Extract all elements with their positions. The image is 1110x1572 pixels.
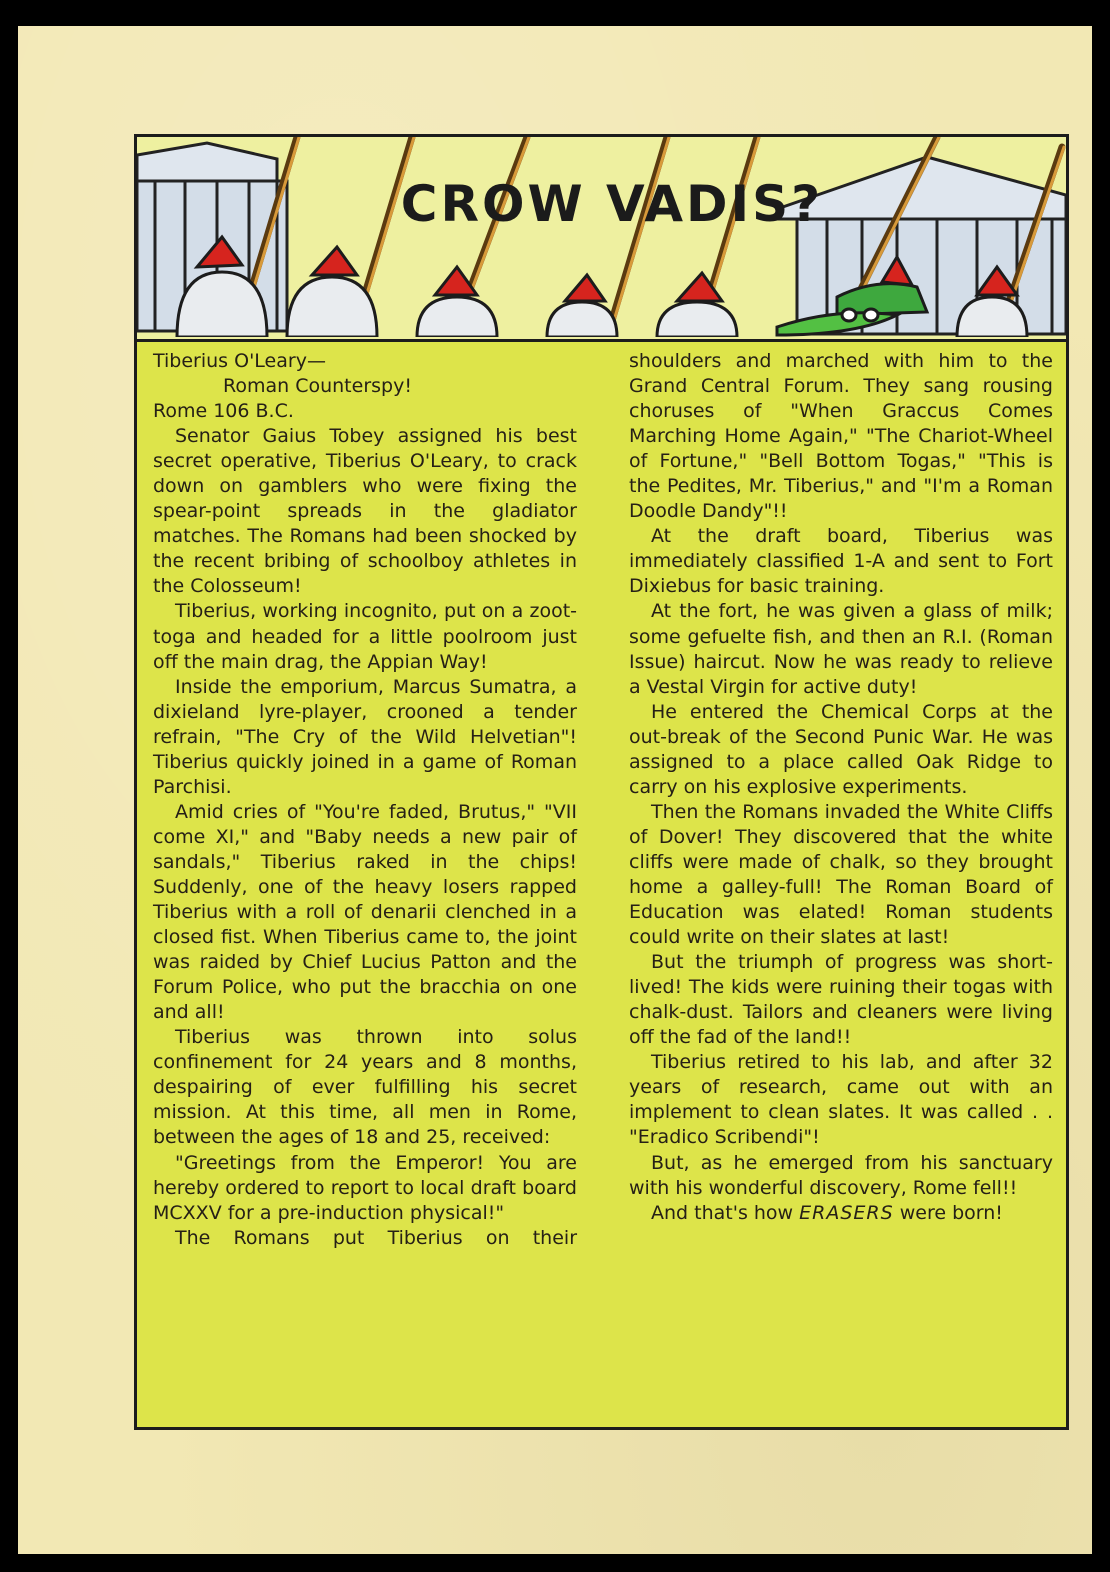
final-lead: And that's how [651,1201,794,1224]
right-column [629,349,1053,1419]
story-dateline: Rome 106 B.C. [153,400,294,423]
paragraph: "Greetings from the Emperor! You are hereby ordered to report to local draft board MCXXV for a pre-induction physical!" [153,1151,577,1224]
story-text [153,349,1053,1419]
paragraph: Tiberius, working incognito, put on a zoot-toga and headed for a little poolroom just off the main drag, the Appian Way! [153,600,577,673]
final-paragraph [629,1201,1053,1226]
paragraph: The Romans put Tiberius on their [175,1226,577,1249]
paragraph: At the draft board, Tiberius was immediately classified 1-A and sent to Fort Dixiebus for basic training. [629,525,1053,598]
paragraph: But, as he emerged from his sanctuary with his wonderful discovery, Rome fell!! [629,1151,1053,1199]
comic-page [18,26,1092,1554]
story-panel [134,134,1069,1430]
paragraph: Tiberius retired to his lab, and after 32 years of research, came out with an implement to clean slates. It was called . . "Eradico Scribendi"! [629,1051,1053,1149]
roman-soldiers-illustration [137,137,1066,337]
story-subtitle: Roman Counterspy! [223,375,412,398]
paragraph: He entered the Chemical Corps at the out-break of the Second Punic War. He was assigned to a place called Oak Ridge to carry on his explosive experiments. [629,700,1053,798]
paragraph: shoulders and marched with him to the Grand Central Forum. They sang rousing choruses of "When Graccus Comes Marching Home Again," "The Chariot-Wheel of Fortune," "Bell Bottom Togas," "This is the Pedites, Mr. Tiberius," and "I'm a Roman Doodle Dandy"!! [629,350,1053,523]
erasers-emphasis: ERASERS [799,1201,894,1224]
final-tail: were born! [899,1201,1003,1224]
paragraph: But the triumph of progress was short-lived! The kids were ruining their togas with chalk-dust. Tailors and cleaners were living off the fad of the land!! [629,951,1053,1049]
paragraph: Amid cries of "You're faded, Brutus," "VII come XI," and "Baby needs a new pair of sandals," Tiberius raked in the chips! Suddenly, one of the heavy losers rapped Tiberius with a roll of denarii clenched in a closed fist. When Tiberius came to, the joint was raided by Chief Lucius Patton and the Forum Police, who put the bracchia on one and all! [153,800,577,1024]
paragraph: Then the Romans invaded the White Cliffs of Dover! They discovered that the white cliffs were made of chalk, so they brought home a galley-full! The Roman Board of Education was elated! Roman students could write on their slates at last! [629,800,1053,949]
paragraph: Senator Gaius Tobey assigned his best secret operative, Tiberius O'Leary, to crack down on gamblers who were fixing the spear-point spreads in the gladiator matches. The Romans had been shocked by the recent bribing of schoolboy athletes in the Colosseum! [153,425,577,598]
story-byline: Tiberius O'Leary— [153,350,326,372]
title-banner-illustration [137,137,1066,342]
left-column [153,349,577,1419]
story-title: CROW VADIS? [400,175,824,233]
paragraph: At the fort, he was given a glass of milk; some gefuelte fish, and then an R.I. (Roman Issue) haircut. Now he was ready to relieve a Vestal Virgin for active duty! [629,600,1053,698]
paragraph: Inside the emporium, Marcus Sumatra, a dixieland lyre-player, crooned a tender refrain, "The Cry of the Wild Helvetian"! Tiberius quickly joined in a game of Roman Parchisi. [153,675,577,798]
paragraph: Tiberius was thrown into solus confinement for 24 years and 8 months, despairing of ever fulfilling his secret mission. At this time, all men in Rome, between the ages of 18 and 25, received: [153,1026,577,1149]
